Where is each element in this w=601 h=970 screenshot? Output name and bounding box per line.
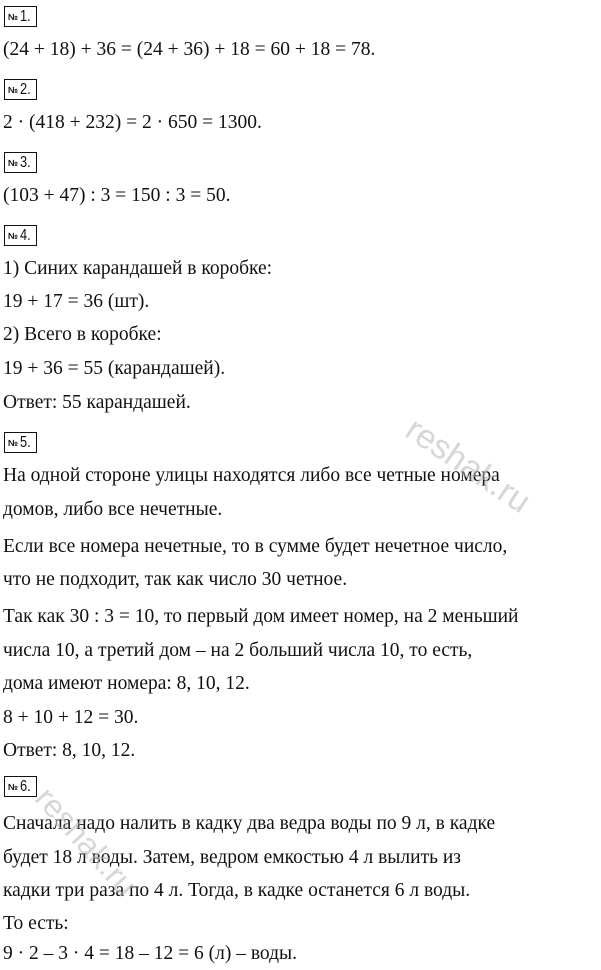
problem-number: 4. [20,226,31,244]
problem-4-badge [4,225,37,246]
problem-5-line-8: 8 + 10 + 12 = 30. [3,707,139,728]
problem-1-badge [4,6,37,27]
problem-6-line-4: То есть: [3,913,69,934]
watermark-text: reshak.ru [398,410,538,521]
problem-3-line-1: (103 + 47) : 3 = 150 : 3 = 50. [3,185,231,206]
problem-6-badge [4,776,37,797]
problem-4-line-4: 19 + 36 = 55 (карандашей). [3,358,226,379]
problem-5-line-4: что не подходит, так как число 30 четное. [3,569,348,590]
problem-4-line-3: 2) Всего в коробке: [3,324,162,345]
number-sign: № [8,230,19,241]
problem-6-line-3: кадки три раза по 4 л. Тогда, в кадке останется 6 л воды. [3,880,471,901]
problem-5-line-6: числа 10, а третий дом – на 2 больший числа 10, то есть, [3,640,473,661]
problem-5-line-2: домов, либо все нечетные. [3,499,223,520]
problem-number: 5. [20,433,31,451]
problem-number: 3. [20,153,31,171]
problem-4-line-2: 19 + 17 = 36 (шт). [3,291,150,312]
number-sign: № [8,781,19,792]
problem-number: 1. [20,7,31,25]
problem-5-line-3: Если все номера нечетные, то в сумме будет нечетное число, [3,536,508,557]
problem-number: 2. [20,80,31,98]
problem-4-line-1: 1) Синих карандашей в коробке: [3,258,273,279]
problem-5-line-1: На одной стороне улицы находятся либо все четные номера [3,465,500,486]
problem-number: 6. [20,777,31,795]
number-sign: № [8,84,19,95]
problem-3-badge [4,152,37,173]
number-sign: № [8,11,19,22]
problem-2-badge [4,79,37,100]
problem-6-line-1: Сначала надо налить в кадку два ведра воды по 9 л, в кадке [3,813,496,834]
problem-5-badge [4,432,37,453]
problem-1-line-1: (24 + 18) + 36 = (24 + 36) + 18 = 60 + 18 = 78. [3,39,376,60]
problem-4-answer: Ответ: 55 карандашей. [3,392,191,413]
problem-2-line-1: 2 · (418 + 232) = 2 · 650 = 1300. [3,112,262,133]
problem-6-line-2: будет 18 л воды. Затем, ведром емкостью 4 л вылить из [3,847,461,868]
number-sign: № [8,157,19,168]
number-sign: № [8,437,19,448]
watermark-text: reshak.ru [28,780,145,904]
problem-5-line-7: дома имеют номера: 8, 10, 12. [3,673,250,694]
problem-5-line-5: Так как 30 : 3 = 10, то первый дом имеет номер, на 2 меньший [3,606,519,627]
problem-6-line-5: 9 · 2 – 3 · 4 = 18 – 12 = 6 (л) – воды. [3,943,297,964]
problem-5-answer: Ответ: 8, 10, 12. [3,740,136,761]
